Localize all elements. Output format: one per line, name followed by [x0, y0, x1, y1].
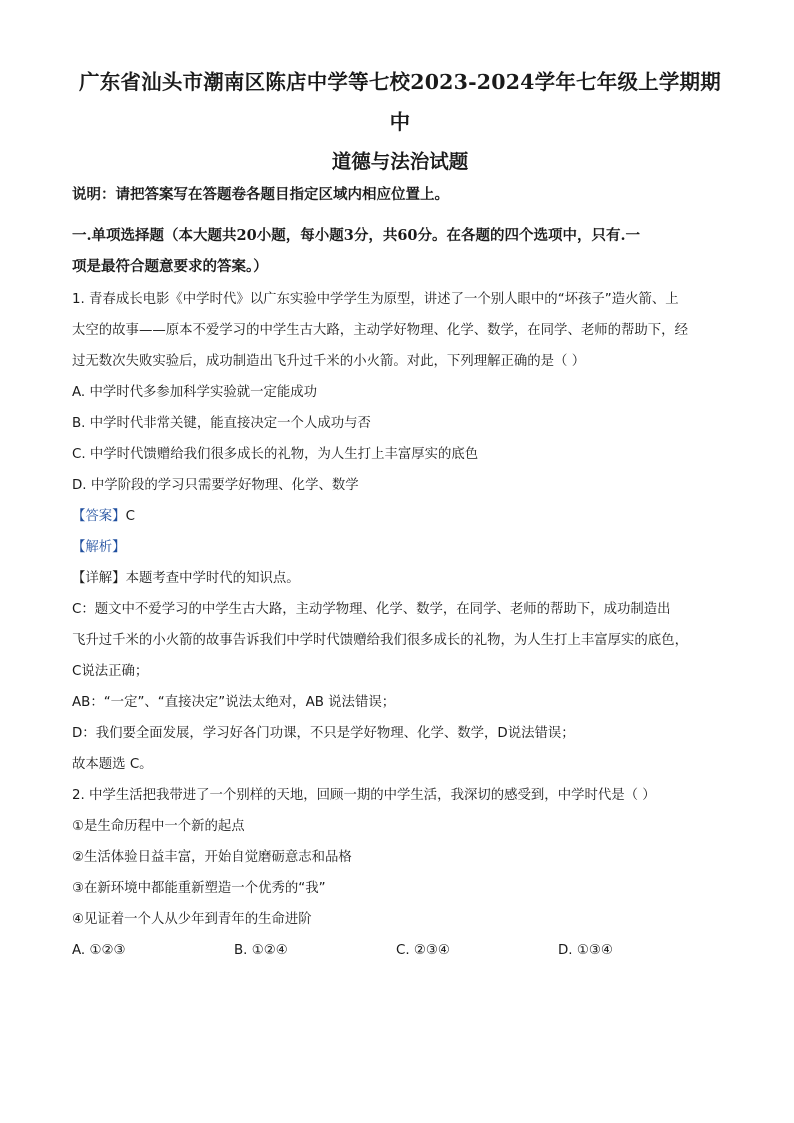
question-1-explain-line-6: 故本题选 C。: [72, 757, 153, 772]
question-1-explain-line-4: AB：“一定”、“直接决定”说法太绝对，AB 说法错误；: [72, 695, 396, 710]
section-heading-line-1: 一.单项选择题（本大题共20小题，每小题3分，共60分。在各题的四个选项中，只有.一: [72, 227, 641, 244]
question-1-option-b: B. 中学时代非常关键，能直接决定一个人成功与否: [72, 416, 371, 431]
question-1-explain-line-3: C说法正确；: [72, 664, 149, 679]
document-subtitle: 道德与法治试题: [331, 150, 469, 173]
section-heading-line-2: 项是最符合题意要求的答案。）: [72, 258, 268, 275]
question-1-option-c: C. 中学时代馈赠给我们很多成长的礼物，为人生打上丰富厚实的底色: [72, 447, 479, 462]
question-2-options: [72, 935, 728, 966]
answer-value: C: [125, 509, 135, 524]
question-1-answer: [72, 501, 728, 532]
question-2-item-2: ②生活体验日益丰富，开始自觉磨砺意志和品格: [72, 850, 352, 865]
question-1-stem-line-3: 过无数次失败实验后，成功制造出飞升过千米的小火箭。对此，下列理解正确的是（ ）: [72, 354, 586, 369]
question-2: [72, 780, 728, 966]
question-1-option-a: A. 中学时代多参加科学实验就一定能成功: [72, 385, 318, 400]
question-2-item-3: ③在新环境中都能重新塑造一个优秀的“我”: [72, 881, 326, 896]
question-2-item-1: ①是生命历程中一个新的起点: [72, 819, 245, 834]
question-1-explain-line-2: 飞升过千米的小火箭的故事告诉我们中学时代馈赠给我们很多成长的礼物，为人生打上丰富厚实的底色，: [72, 633, 688, 648]
section-heading: [72, 220, 728, 282]
question-2-option-b: B. ①②④: [234, 943, 288, 958]
question-1: [72, 284, 728, 780]
question-2-option-d: D. ①③④: [558, 943, 613, 958]
question-1-stem-line-2: 太空的故事——原本不爱学习的中学生古大路，主动学好物理、化学、数学，在同学、老师的帮助下，经: [72, 323, 688, 338]
analysis-tag: 【解析】: [72, 540, 126, 555]
question-1-stem-line-1: 1. 青春成长电影《中学时代》以广东实验中学学生为原型，讲述了一个别人眼中的“坏孩子”造火箭、上: [72, 292, 679, 307]
document-title-line-1: 广东省汕头市潮南区陈店中学等七校2023-2024学年七年级上学期期: [79, 70, 721, 94]
instruction-note: 说明：请把答案写在答题卷各题目指定区域内相应位置上。: [72, 186, 449, 203]
question-1-explain-line-1: C：题文中不爱学习的中学生古大路，主动学物理、化学、数学，在同学、老师的帮助下，成功制造出: [72, 602, 671, 617]
question-2-item-4: ④见证着一个人从少年到青年的生命进阶: [72, 912, 312, 927]
question-1-explain-line-5: D：我们要全面发展，学习好各门功课，不只是学好物理、化学、数学，D说法错误；: [72, 726, 575, 741]
question-2-option-a: A. ①②③: [72, 943, 126, 958]
detail-tag: 【详解】: [72, 571, 126, 586]
answer-tag: 【答案】: [72, 509, 126, 524]
question-1-detail: [72, 563, 728, 594]
question-2-option-c: C. ②③④: [396, 943, 450, 958]
question-1-analysis-tag: [72, 532, 728, 563]
document-title-line-2: 中: [389, 110, 411, 134]
detail-text: 本题考查中学时代的知识点。: [125, 571, 300, 586]
question-1-option-d: D. 中学阶段的学习只需要学好物理、化学、数学: [72, 478, 359, 493]
question-2-stem: 2. 中学生活把我带进了一个别样的天地，回顾一期的中学生活，我深切的感受到，中学时代是（ ）: [72, 788, 656, 803]
